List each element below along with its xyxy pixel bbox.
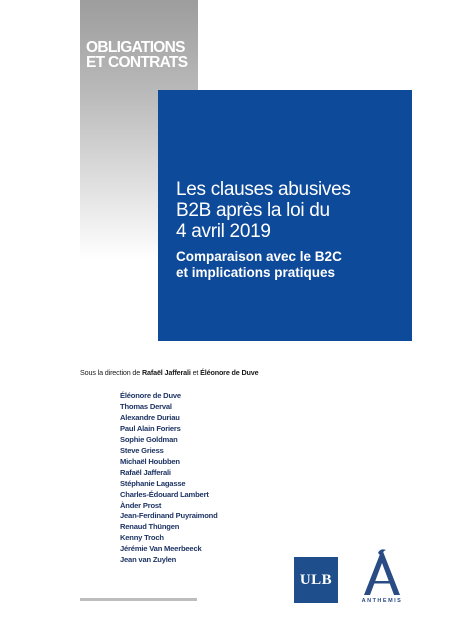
ulb-logo <box>294 557 338 603</box>
author-item: Stéphanie Lagasse <box>120 478 186 488</box>
book-title-line1: Les clauses abusives <box>176 179 351 200</box>
author-item: Jean van Zuylen <box>120 555 177 565</box>
book-title <box>176 179 408 242</box>
book-subtitle <box>176 249 408 281</box>
divider <box>80 598 197 601</box>
editor-name: Rafaël Jafferali <box>141 368 191 377</box>
editorial-direction <box>80 368 420 377</box>
author-item: Kenny Troch <box>120 533 164 543</box>
author-item: Steve Griess <box>120 445 164 455</box>
ulb-logo-text: ULB <box>299 571 333 588</box>
author-item: Jean-Ferdinand Puyraimond <box>120 511 218 521</box>
series-title <box>86 40 202 70</box>
direction-prefix: Sous la direction de <box>80 368 142 377</box>
author-item: Michaël Houbben <box>120 456 180 466</box>
book-title-line3: 4 avril 2019 <box>176 221 271 242</box>
author-item: Alexandre Duriau <box>120 412 180 422</box>
book-title-line2: B2B après la loi du <box>176 200 330 221</box>
series-title-line1: OBLIGATIONS <box>86 39 185 56</box>
direction-joiner: et <box>190 368 201 377</box>
author-list <box>120 391 320 566</box>
book-subtitle-line2: et implications pratiques <box>176 265 336 280</box>
series-title-line2: ET CONTRATS <box>86 54 188 71</box>
author-item: Paul Alain Foriers <box>120 423 181 433</box>
author-item: Sophie Goldman <box>120 434 178 444</box>
anthemis-label: ANTHEMIS <box>361 598 403 604</box>
author-item: Thomas Derval <box>120 401 172 411</box>
author-item: Rafaël Jafferali <box>120 467 171 477</box>
author-item: Renaud Thüngen <box>120 522 180 532</box>
author-item: Jérémie Van Meerbeeck <box>120 544 202 554</box>
author-item: Ànder Prost <box>120 500 162 510</box>
editor-name: Éléonore de Duve <box>200 368 259 377</box>
author-item: Éléonore de Duve <box>120 391 181 400</box>
author-item: Charles-Édouard Lambert <box>120 489 209 499</box>
book-subtitle-line1: Comparaison avec le B2C <box>176 249 342 264</box>
